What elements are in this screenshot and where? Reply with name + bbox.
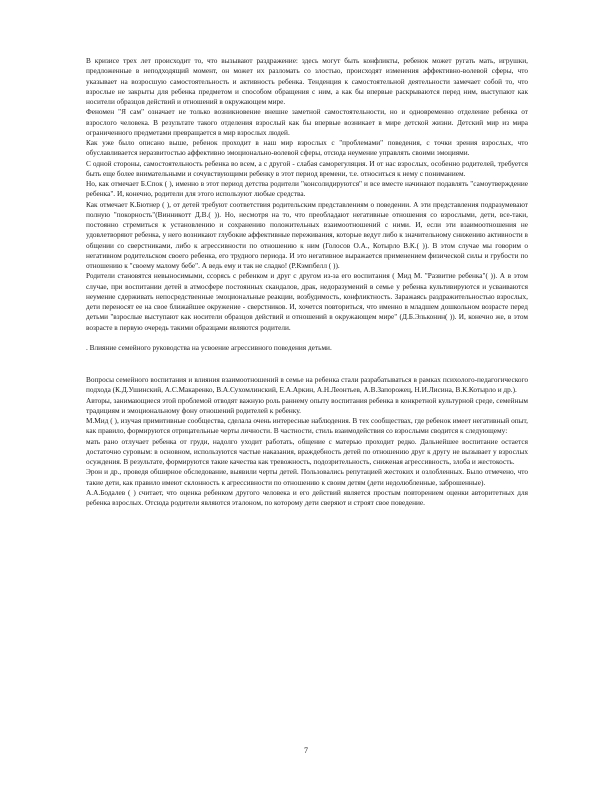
paragraph-bodalev: А.А.Бодалев ( ) считает, что оценка ребенком другого человека и его действий является простым повторением оценки авторитетных для ребенка взрослых. Отсюда родители являются эталоном, по которому дети сверяют и строят свое поведение. xyxy=(86,487,528,507)
paragraph-parents-intolerable: Родители становятся невыносимыми, ссорясь с ребенком и друг с другом из-за его воспитания ( Мид М. "Развитие ребенка"( )). А в этом случае, при воспитании детей в атмосфере постоянных скандалов, драк, недоразумений в семье у ребенка культивируются и усваиваются неумение сдерживать непосредственные эмоциональные реакции, возбудимость, конфликтность. Заражаясь раздражительностью взрослых, дети переносят ее на свое ближайшее окружение - сверстников. И, хочется повториться, что именно в младшем дошкольном возрасте перед детьми "взрослые выступают как носители образцов действий и отношений в окружающем мире" (Д.Б.Эльконин( )). И, конечно же, в этом возрасте в первую очередь такими образцами являются родители. xyxy=(86,271,528,332)
page-number: 7 xyxy=(304,746,308,755)
paragraph-mead: М.Мид ( ), изучая примитивные сообщества, сделала очень интересные наблюдения. В тех сообществах, где ребенок имеет негативный опыт, как правило, формируются отрицательные черты личности. В частности, стиль взаимодействия со взрослыми сводится к следующему: xyxy=(86,416,528,436)
section-heading: . Влияние семейного руководства на усвоение агрессивного поведения детьми. xyxy=(86,342,332,352)
paragraph-self-regulation: С одной стороны, самостоятельность ребенка во всем, а с другой - слабая саморегуляция. И от нас взрослых, особенно родителей, требуется быть еще более внимательными и сочувствующими ребенку в этот период времени, т.е. относиться к нему с пониманием. xyxy=(86,158,528,178)
paragraph-butner: Как отмечает К.Бютнер ( ), от детей требуют соответствия родительским представлениям о поведении. А эти представления подразумевают полную "покорность"(Винникотт Д.В.( )). Но, несмотря на то, что преобладают негативные отношения со взрослыми, дети, все-таки, постоянно стремиться к установлению и сохранению положительных взаимоотношений с ними. И, если эти взаимоотношения не удовлетворяют ребенка, у него возникают глубокие аффективные переживания, которые ведут либо к значительному снижению активности в общении со сверстниками, либо к агрессивности по отношению к ним (Голосов О.А., Котырло В.К.( )). В этом случае мы говорим о негативном родительском своего ребенка, его трудного периода. И это негативное выражается применением физической силы и грубости по отношению к "своему малому бебе". А ведь ему и так не сладко! (Р.Кэмпбелл ( )). xyxy=(86,199,528,270)
paragraph-i-myself-phenomenon: Феномен "Я сам" означает не только возникновение внешне заметной самостоятельности, но и одновременно отделение ребенка от взрослого человека. В результате такого отделения взрослый как бы впервые возникает в мире детской жизни. Детский мир из мира ограниченного предметами превращается в мир взрослых людей. xyxy=(86,107,528,137)
spacer xyxy=(86,353,528,375)
paragraph-spock: Но, как отмечает Б.Спок ( ), именно в этот период детства родители "консолидируются" и все вместе начинают подавлять "самоутверждение ребенка". И, конечно, родители для этого используют любые средства. xyxy=(86,179,528,199)
spacer xyxy=(86,333,528,343)
paragraph-crisis-three-years: В кризисе трех лет происходит то, что вызывают раздражение: здесь могут быть конфликты, ребенок может ругать мать, игрушки, предложенные в неподходящий момент, он может их разломать со злостью, происходят изменения аффективно-волевой сферы, что указывает на возросшую самостоятельность и активность ребенка. Тенденция к самостоятельной деятельности замечает собой то, что взрослые не закрыты для ребенка предметом и способом обращения с ним, а как бы впервые раскрываются перед ним, выступают как носители образцов действий и отношений в окружающем мире. xyxy=(86,56,528,106)
paragraph-behavior-problems: Как уже было описано выше, ребенок проходит в наш мир взрослых с "проблемами" поведения, с точки зрения взрослых, что обуславливается неразвитостью аффективно эмоционально-волевой сферы, отсюда неумение управлять своими эмоциями. xyxy=(86,138,528,158)
paragraph-family-education-questions: Вопросы семейного воспитания и влияния взаимоотношений в семье на ребенка стали разрабатываться в рамках психолого-педагогического подхода (К.Д.Ушинский, А.С.Макаренко, В.А.Сухомлинский, Е.А.Аркин, А.Н.Леонтьев, А.В.Запорожец, Н.И.Лисина, В.К.Котырло и др.). xyxy=(86,375,528,395)
paragraph-authors: Авторы, занимающиеся этой проблемой отводят важную роль раннему опыту воспитания ребенка в конкретной культурной среде, семейным традициям и эмоциональному фону отношений родителей к ребенку. xyxy=(86,395,528,415)
document-page xyxy=(86,56,528,508)
paragraph-mother-weaning: мать рано отлучает ребенка от груди, надолго уходит работать, общение с матерью проходит редко. Дальнейшее воспитание остается достаточно суровым: в основном, используются частые наказания, враждебность детей по отношению друг к другу не вызывает у взрослых осуждения. В результате, формируются такие качества как тревожность, подозрительность, сниженая агрессивность, злоба и жестокость. xyxy=(86,436,528,466)
paragraph-eron: Эрон и др., проведя обширное обследование, выявили черты детей. Пользовались репутацией жестоких и озлобленных. Было отмечено, что такие дети, как правило имеют склонность к агрессивности по отношению к своим детям (дети недолюбленные, заброшенные). xyxy=(86,467,528,487)
